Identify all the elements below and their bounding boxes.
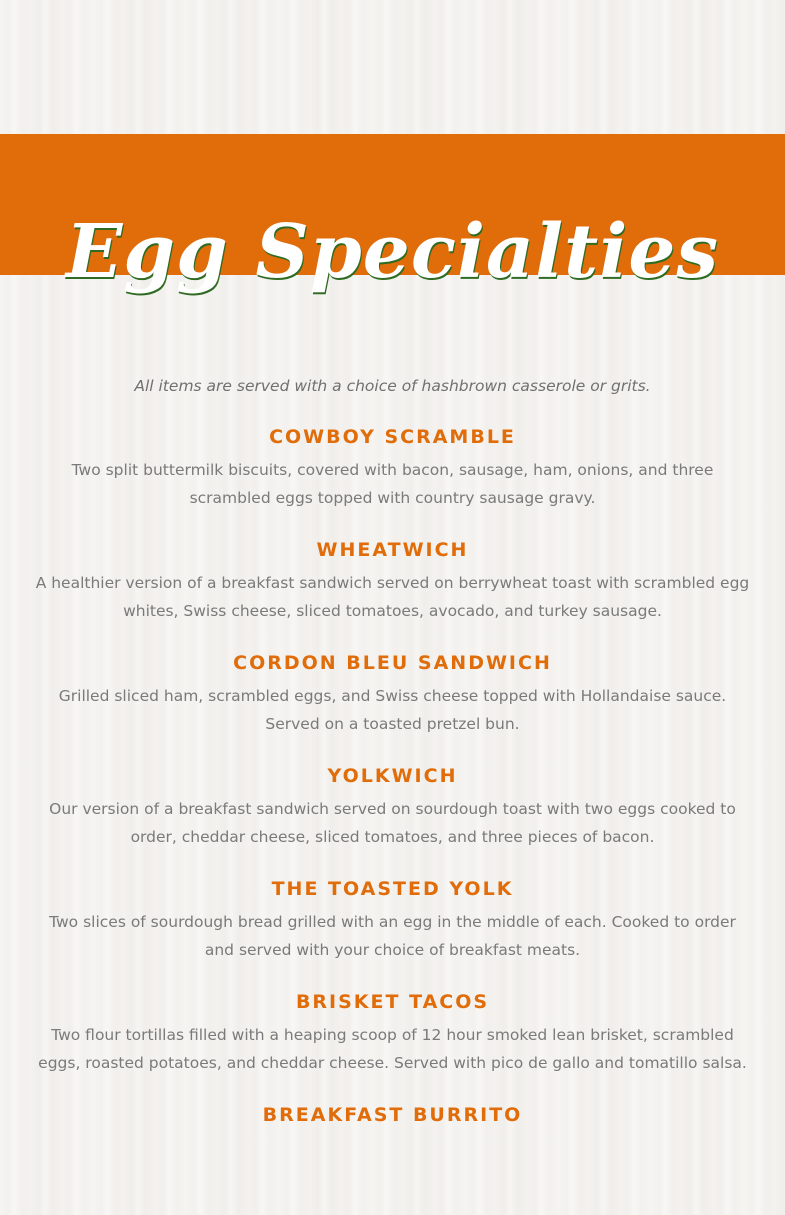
menu-item-name: CORDON BLEU SANDWICH [233,652,552,674]
menu-item [33,1102,753,1128]
menu-item-name: THE TOASTED YOLK [271,878,514,900]
intro-note: All items are served with a choice of hashbrown casserole or grits. [134,377,651,395]
menu-item [33,989,753,1077]
menu-item-name: WHEATWICH [316,539,469,561]
menu-item [33,650,753,738]
menu-item [33,537,753,625]
page-title: Egg Specialties [65,208,720,295]
menu-item [33,424,753,512]
menu-item-name: YOLKWICH [327,765,458,787]
menu-item [33,763,753,851]
menu-item-description: Our version of a breakfast sandwich served on sourdough toast with two eggs cooked to order, cheddar cheese, sliced tomatoes, and three pieces of bacon. [49,800,736,846]
menu-item-name: BREAKFAST BURRITO [262,1104,523,1126]
menu-item-description: Two slices of sourdough bread grilled with an egg in the middle of each. Cooked to order and served with your choice of breakfast meats. [49,913,736,959]
menu-section [0,368,785,1153]
menu-item-description: A healthier version of a breakfast sandwich served on berrywheat toast with scrambled egg whites, Swiss cheese, sliced tomatoes, avocado, and turkey sausage. [35,574,750,620]
menu-item-name: COWBOY SCRAMBLE [269,426,516,448]
menu-item-description: Two split buttermilk biscuits, covered with bacon, sausage, ham, onions, and three scrambled eggs topped with country sausage gravy. [71,461,714,507]
menu-item [33,876,753,964]
menu-item-description: Two flour tortillas filled with a heaping scoop of 12 hour smoked lean brisket, scrambled eggs, roasted potatoes, and cheddar cheese. Served with pico de gallo and tomatillo salsa. [38,1026,747,1072]
menu-item-name: BRISKET TACOS [295,991,490,1013]
menu-item-description: Grilled sliced ham, scrambled eggs, and Swiss cheese topped with Hollandaise sauce. Served on a toasted pretzel bun. [58,687,727,733]
